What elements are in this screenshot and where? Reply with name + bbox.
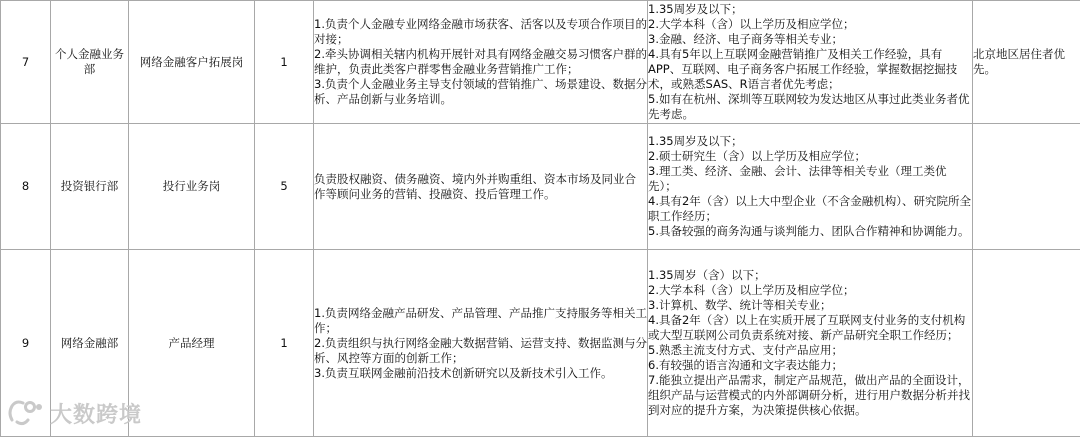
requirement-line: 7.能独立提出产品需求，制定产品规范，做出产品的全面设计，组织产品与运营模式的内外部调研分析，进行用户数据分析并找到对应的提升方案，为决策提供核心依据。: [648, 373, 972, 418]
position-cell: 产品经理: [129, 250, 255, 437]
headcount-cell: 5: [255, 124, 314, 250]
duty-line: 1.负责个人金融专业网络金融市场获客、活客以及专项合作项目的对接；: [314, 17, 647, 47]
duties-cell: [314, 1, 648, 124]
department-cell: 投资银行部: [51, 124, 129, 250]
requirements-cell: [648, 1, 973, 124]
duties-cell: [314, 250, 648, 437]
watermark-text: 大数跨境: [50, 398, 142, 429]
department-cell: 个人金融业务部: [51, 1, 129, 124]
duty-line: 2.负责组织与执行网络金融大数据营销、运营支持、数据监测与分析、风控等方面的创新工作；: [314, 336, 647, 366]
requirement-line: 5.如有在杭州、深圳等互联网较为发达地区从事过此类业务者优先考虑。: [648, 92, 972, 122]
duty-line: 2.牵头协调相关辖内机构开展针对具有网络金融交易习惯客户群的维护，负责此类客户群零售金融业务营销推广工作；: [314, 47, 647, 77]
requirement-line: 2.大学本科（含）以上学历及相应学位；: [648, 17, 972, 32]
headcount-cell: 1: [255, 250, 314, 437]
remarks-cell: [973, 124, 1080, 250]
requirement-line: 3.金融、经济、电子商务等相关专业；: [648, 32, 972, 47]
requirement-line: 6.有较强的语言沟通和文字表达能力；: [648, 358, 972, 373]
requirement-line: 5.具备较强的商务沟通与谈判能力、团队合作精神和协调能力。: [648, 224, 972, 239]
duty-line: 负责股权融资、债务融资、境内外并购重组、资本市场及同业合作等顾问业务的营销、投融资、投后管理工作。: [314, 172, 647, 202]
requirement-line: 5.熟悉主流支付方式、支付产品应用；: [648, 343, 972, 358]
requirement-line: 3.理工类、经济、金融、会计、法律等相关专业（理工类优先）；: [648, 164, 972, 194]
duties-cell: [314, 124, 648, 250]
requirement-line: 2.硕士研究生（含）以上学历及相应学位；: [648, 149, 972, 164]
row-number: 9: [1, 250, 51, 437]
position-cell: 投行业务岗: [129, 124, 255, 250]
requirement-line: 1.35周岁及以下；: [648, 2, 972, 17]
duty-line: 1.负责网络金融产品研发、产品管理、产品推广支持服务等相关工作；: [314, 306, 647, 336]
requirement-line: 1.35周岁（含）以下；: [648, 268, 972, 283]
requirement-line: 4.具备2年（含）以上在实质开展了互联网支付业务的支付机构或大型互联网公司负责系统对接、新产品研究全职工作经历；: [648, 313, 972, 343]
requirement-line: 1.35周岁及以下；: [648, 134, 972, 149]
headcount-cell: 1: [255, 1, 314, 124]
row-number: 8: [1, 124, 51, 250]
row-number: 7: [1, 1, 51, 124]
table-row: [1, 250, 1080, 437]
table-row: [1, 124, 1080, 250]
duty-line: 3.负责互联网金融前沿技术创新研究以及新技术引入工作。: [314, 366, 647, 381]
requirement-line: 4.具有5年以上互联网金融营销推广及相关工作经验，具有APP、互联网、电子商务客户拓展工作经验，掌握数据挖掘技术，或熟悉SAS、R语言者优先考虑；: [648, 47, 972, 92]
remarks-cell: 北京地区居住者优先。: [973, 1, 1080, 124]
department-cell: 网络金融部: [51, 250, 129, 437]
requirement-line: 4.具有2年（含）以上大中型企业（不含金融机构）、研究院所全职工作经历；: [648, 194, 972, 224]
table-row: [1, 1, 1080, 124]
requirements-cell: [648, 250, 973, 437]
duty-line: 3.负责个人金融业务主导支付领域的营销推广、场景建设、数据分析、产品创新与业务培训。: [314, 77, 647, 107]
requirements-cell: [648, 124, 973, 250]
requirement-line: 2.大学本科（含）以上学历及相应学位；: [648, 283, 972, 298]
requirement-line: 3.计算机、数学、统计等相关专业；: [648, 298, 972, 313]
remarks-cell: [973, 250, 1080, 437]
table-body: [1, 1, 1080, 437]
position-cell: 网络金融客户拓展岗: [129, 1, 255, 124]
